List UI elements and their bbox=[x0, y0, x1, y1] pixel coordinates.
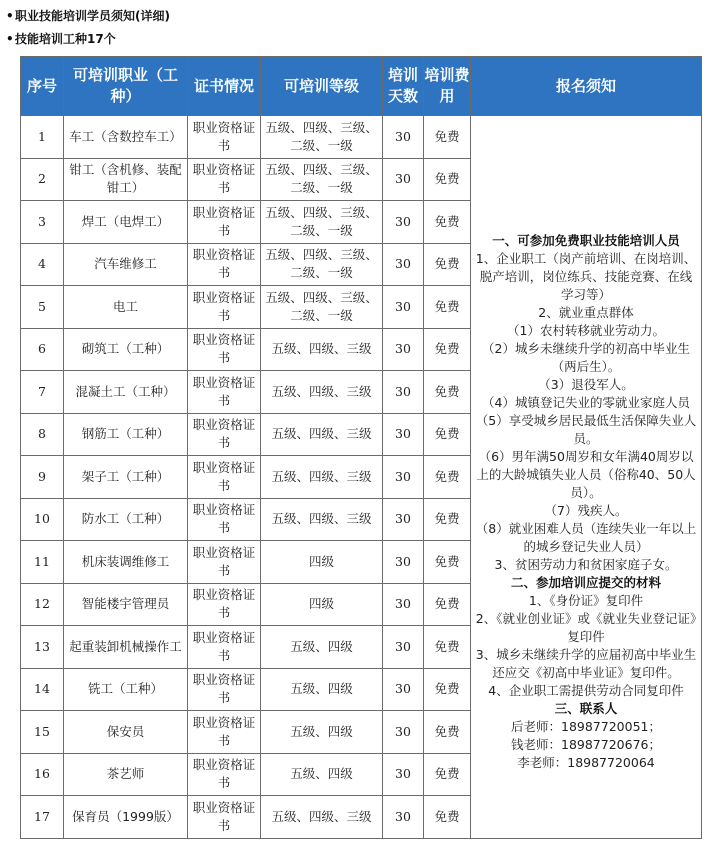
cell-line: 砌筑工 bbox=[81, 341, 120, 357]
cell-line: 五级、四级 bbox=[290, 638, 353, 654]
cell-certificate bbox=[188, 626, 261, 669]
cell-line: 证书 bbox=[217, 204, 256, 238]
cell-occupation bbox=[64, 753, 188, 796]
cell-no: 7 bbox=[21, 371, 64, 414]
cell-level bbox=[261, 116, 383, 159]
cell-level bbox=[261, 796, 383, 839]
cell-occupation bbox=[64, 371, 188, 414]
cell-line: 职业资格 bbox=[192, 629, 243, 645]
cell-level bbox=[261, 286, 383, 329]
cell-level bbox=[261, 583, 383, 626]
notes-section-title: 三、联系人 bbox=[554, 700, 618, 716]
cell-line: 职业资格 bbox=[192, 119, 243, 135]
cell-line: 五级、四级、三级 bbox=[265, 204, 366, 220]
cell-fee: 免费 bbox=[424, 201, 471, 244]
cell-line: 证书 bbox=[217, 459, 256, 493]
cell-no: 3 bbox=[21, 201, 64, 244]
cell-fee: 免费 bbox=[424, 583, 471, 626]
table-row bbox=[21, 116, 702, 159]
cell-certificate bbox=[188, 498, 261, 541]
header-certificate: 证书情况 bbox=[188, 57, 261, 116]
cell-line: 证书 bbox=[217, 629, 256, 663]
cell-line: 职业资格 bbox=[192, 757, 243, 773]
cell-certificate bbox=[188, 243, 261, 286]
cell-fee: 免费 bbox=[424, 328, 471, 371]
cell-line: 、二级、一级 bbox=[290, 204, 378, 238]
cell-occupation bbox=[64, 626, 188, 669]
cell-level bbox=[261, 201, 383, 244]
notes-line: （8）就业困难人员（连续失业一年以上的城乡登记失业人员） bbox=[475, 520, 697, 554]
cell-line: 五级、四级、三级 bbox=[265, 119, 366, 135]
cell-line: 汽车维修工 bbox=[94, 256, 157, 272]
cell-line: 证书 bbox=[217, 332, 256, 366]
notes-line: 4、企业职工需提供劳动合同复印件 bbox=[488, 682, 684, 698]
notes-line: 3、城乡未继续升学的应届初高中毕业生还应交《初高中毕业证》复印件。 bbox=[475, 646, 697, 680]
notes-line: 李老师：18987720064 bbox=[517, 754, 655, 770]
notes-line: 2、《就业创业证》或《就业失业登记证》复印件 bbox=[475, 610, 697, 644]
cell-no: 17 bbox=[21, 796, 64, 839]
cell-no: 9 bbox=[21, 456, 64, 499]
cell-line: 五级、四级 bbox=[290, 766, 353, 782]
notes-line: 钱老师：18987720676； bbox=[511, 736, 661, 752]
cell-certificate bbox=[188, 371, 261, 414]
cell-level bbox=[261, 371, 383, 414]
cell-fee: 免费 bbox=[424, 413, 471, 456]
cell-line: 职业资格 bbox=[192, 587, 243, 603]
cell-occupation bbox=[64, 456, 188, 499]
cell-no: 5 bbox=[21, 286, 64, 329]
bullet-icon: • bbox=[6, 32, 14, 46]
cell-line: 证书 bbox=[217, 417, 256, 451]
bullet-icon: • bbox=[6, 9, 14, 23]
cell-no: 8 bbox=[21, 413, 64, 456]
cell-line: 证书 bbox=[217, 672, 256, 706]
cell-no: 11 bbox=[21, 541, 64, 584]
cell-line: 证书 bbox=[217, 714, 256, 748]
cell-line: （工种） bbox=[113, 681, 164, 697]
cell-days: 30 bbox=[383, 541, 424, 584]
cell-line: 证书 bbox=[217, 587, 256, 621]
cell-line: 职业资格 bbox=[192, 459, 243, 475]
cell-fee: 免费 bbox=[424, 243, 471, 286]
cell-line: 机床装调维修工 bbox=[81, 553, 170, 569]
cell-line: 职业资格 bbox=[192, 544, 243, 560]
heading-job-count bbox=[6, 30, 116, 47]
cell-line: 五级、四级 bbox=[290, 723, 353, 739]
cell-fee: 免费 bbox=[424, 541, 471, 584]
cell-line: 证书 bbox=[217, 162, 256, 196]
cell-certificate bbox=[188, 328, 261, 371]
cell-occupation bbox=[64, 158, 188, 201]
cell-line: 职业资格 bbox=[192, 289, 243, 305]
cell-certificate bbox=[188, 541, 261, 584]
cell-line: 焊工 bbox=[81, 213, 107, 229]
cell-certificate bbox=[188, 456, 261, 499]
cell-fee: 免费 bbox=[424, 796, 471, 839]
header-fee: 培训费用 bbox=[424, 57, 471, 116]
cell-line: 五级、四级、三级 bbox=[271, 341, 372, 357]
cell-line: 工） bbox=[156, 128, 182, 144]
notes-line: 3、贫困劳动力和贫困家庭子女。 bbox=[494, 556, 678, 572]
cell-line: 证书 bbox=[217, 247, 256, 281]
cell-line: 四级 bbox=[308, 553, 334, 569]
cell-certificate bbox=[188, 286, 261, 329]
cell-line: 证书 bbox=[217, 374, 256, 408]
cell-days: 30 bbox=[383, 286, 424, 329]
cell-days: 30 bbox=[383, 328, 424, 371]
cell-line: 五级、四级、三级 bbox=[271, 808, 372, 824]
notes-line: （2）城乡未继续升学的初高中毕业生（两后生）。 bbox=[482, 340, 690, 374]
cell-no: 12 bbox=[21, 583, 64, 626]
cell-line: 、二级、一级 bbox=[290, 119, 378, 153]
cell-fee: 免费 bbox=[424, 286, 471, 329]
cell-fee: 免费 bbox=[424, 626, 471, 669]
cell-line: 职业资格 bbox=[192, 502, 243, 518]
notes-line: 1、企业职工（岗产前培训、在岗培训、脱产培训，岗位练兵、技能竞赛、在线学习等） bbox=[475, 250, 697, 302]
cell-certificate bbox=[188, 753, 261, 796]
notes-line: 后老师：18987720051； bbox=[511, 718, 661, 734]
training-table bbox=[20, 56, 702, 839]
cell-level bbox=[261, 498, 383, 541]
cell-occupation bbox=[64, 796, 188, 839]
cell-certificate bbox=[188, 796, 261, 839]
cell-line: 五级、四级、三级 bbox=[265, 162, 366, 178]
notes-line: （7）残疾人。 bbox=[544, 502, 628, 518]
heading-training-notice-text: 职业技能培训学员须知(详细) bbox=[15, 9, 170, 23]
notes-section-title: 二、参加培训应提交的材料 bbox=[510, 574, 661, 590]
cell-level bbox=[261, 328, 383, 371]
cell-fee: 免费 bbox=[424, 116, 471, 159]
cell-line: （电焊工） bbox=[106, 213, 170, 229]
cell-line: （工种） bbox=[119, 468, 170, 484]
cell-no: 16 bbox=[21, 753, 64, 796]
header-no: 序号 bbox=[21, 57, 64, 116]
cell-line: 保安员 bbox=[106, 723, 145, 739]
cell-occupation bbox=[64, 711, 188, 754]
cell-line: （工种） bbox=[119, 341, 170, 357]
cell-line: 钳工（含机修、 bbox=[69, 162, 157, 178]
cell-line: 职业资格 bbox=[192, 672, 243, 688]
cell-line: 钢筋工 bbox=[81, 426, 120, 442]
cell-line: 保育员 bbox=[72, 808, 110, 824]
cell-line: 职业资格 bbox=[192, 247, 243, 263]
cell-level bbox=[261, 711, 383, 754]
cell-certificate bbox=[188, 668, 261, 711]
cell-line: 电工 bbox=[112, 298, 138, 314]
cell-fee: 免费 bbox=[424, 456, 471, 499]
cell-line: 铣工 bbox=[87, 681, 113, 697]
cell-certificate bbox=[188, 158, 261, 201]
cell-occupation bbox=[64, 498, 188, 541]
table-header bbox=[21, 57, 702, 116]
cell-days: 30 bbox=[383, 116, 424, 159]
cell-certificate bbox=[188, 116, 261, 159]
cell-line: 证书 bbox=[217, 544, 256, 578]
cell-line: 证书 bbox=[217, 799, 256, 833]
heading-job-count-text: 技能培训工种17个 bbox=[15, 32, 116, 46]
cell-days: 30 bbox=[383, 243, 424, 286]
cell-line: 操作工 bbox=[144, 638, 182, 654]
cell-days: 30 bbox=[383, 456, 424, 499]
cell-days: 30 bbox=[383, 498, 424, 541]
cell-fee: 免费 bbox=[424, 668, 471, 711]
cell-line: 五级、四级、三级 bbox=[271, 468, 372, 484]
cell-occupation bbox=[64, 583, 188, 626]
cell-days: 30 bbox=[383, 583, 424, 626]
cell-level bbox=[261, 753, 383, 796]
cell-level bbox=[261, 668, 383, 711]
cell-line: 防水工 bbox=[81, 511, 120, 527]
cell-fee: 免费 bbox=[424, 158, 471, 201]
cell-line: 四级 bbox=[308, 596, 334, 612]
cell-occupation bbox=[64, 243, 188, 286]
cell-line: 职业资格 bbox=[192, 714, 243, 730]
cell-line: 证书 bbox=[217, 502, 256, 536]
cell-line: （工种） bbox=[119, 426, 170, 442]
header-days: 培训天数 bbox=[383, 57, 424, 116]
cell-line: 证书 bbox=[217, 757, 256, 791]
cell-occupation bbox=[64, 541, 188, 584]
cell-days: 30 bbox=[383, 413, 424, 456]
cell-no: 1 bbox=[21, 116, 64, 159]
cell-line: 证书 bbox=[217, 119, 256, 153]
notes-line: （4）城镇登记失业的零就业家庭人员 bbox=[482, 394, 690, 410]
cell-days: 30 bbox=[383, 158, 424, 201]
cell-line: （工种） bbox=[119, 511, 170, 527]
cell-line: 五级、四级 bbox=[290, 681, 353, 697]
cell-line: 茶艺师 bbox=[106, 766, 145, 782]
cell-no: 14 bbox=[21, 668, 64, 711]
cell-line: （1999版） bbox=[109, 808, 179, 824]
cell-line: 、二级、一级 bbox=[290, 247, 378, 281]
cell-line: 职业资格 bbox=[192, 799, 243, 815]
header-level: 可培训等级 bbox=[261, 57, 383, 116]
cell-certificate bbox=[188, 413, 261, 456]
cell-line: （工种） bbox=[125, 383, 176, 399]
cell-level bbox=[261, 243, 383, 286]
cell-no: 6 bbox=[21, 328, 64, 371]
notes-line: （5）享受城乡居民最低生活保障失业人员。 bbox=[475, 412, 697, 446]
cell-line: 智能楼宇管理员 bbox=[81, 596, 170, 612]
cell-certificate bbox=[188, 711, 261, 754]
cell-line: 五级、四级、三级 bbox=[265, 289, 366, 305]
cell-line: 五级、四级、三级 bbox=[271, 383, 372, 399]
cell-days: 30 bbox=[383, 796, 424, 839]
cell-line: 职业资格 bbox=[192, 162, 243, 178]
cell-fee: 免费 bbox=[424, 711, 471, 754]
cell-no: 4 bbox=[21, 243, 64, 286]
cell-fee: 免费 bbox=[424, 371, 471, 414]
cell-line: 职业资格 bbox=[192, 204, 243, 220]
header-occupation: 可培训职业（工种） bbox=[64, 57, 188, 116]
cell-occupation bbox=[64, 286, 188, 329]
cell-certificate bbox=[188, 201, 261, 244]
cell-fee: 免费 bbox=[424, 753, 471, 796]
cell-line: 证书 bbox=[217, 289, 256, 323]
cell-line: 、二级、一级 bbox=[290, 162, 378, 196]
cell-line: 、二级、一级 bbox=[290, 289, 378, 323]
cell-line: 职业资格 bbox=[192, 332, 243, 348]
cell-occupation bbox=[64, 413, 188, 456]
cell-line: 架子工 bbox=[81, 468, 120, 484]
cell-no: 15 bbox=[21, 711, 64, 754]
cell-line: 装配钳工） bbox=[106, 162, 182, 196]
cell-line: 车工（含数控车 bbox=[69, 128, 157, 144]
cell-line: 五级、四级、三级 bbox=[271, 426, 372, 442]
notes-line: 2、就业重点群体 bbox=[538, 304, 634, 320]
cell-days: 30 bbox=[383, 711, 424, 754]
notes-section-title: 一、可参加免费职业技能培训人员 bbox=[492, 232, 680, 248]
cell-days: 30 bbox=[383, 626, 424, 669]
cell-certificate bbox=[188, 583, 261, 626]
cell-no: 13 bbox=[21, 626, 64, 669]
cell-occupation bbox=[64, 201, 188, 244]
cell-line: 五级、四级、三级 bbox=[271, 511, 372, 527]
cell-occupation bbox=[64, 116, 188, 159]
cell-line: 职业资格 bbox=[192, 417, 243, 433]
heading-training-notice bbox=[6, 7, 170, 24]
notes-line: （6）男年满50周岁和女年满40周岁以上的大龄城镇失业人员（俗称40、50人员）。 bbox=[476, 448, 696, 500]
cell-level bbox=[261, 456, 383, 499]
cell-days: 30 bbox=[383, 753, 424, 796]
cell-no: 10 bbox=[21, 498, 64, 541]
cell-level bbox=[261, 413, 383, 456]
notes-line: 1、《身份证》复印件 bbox=[528, 592, 644, 608]
cell-line: 五级、四级、三级 bbox=[265, 247, 366, 263]
table-body bbox=[21, 116, 702, 839]
cell-days: 30 bbox=[383, 668, 424, 711]
cell-line: 混凝土工 bbox=[75, 383, 126, 399]
cell-level bbox=[261, 626, 383, 669]
cell-level bbox=[261, 158, 383, 201]
header-registration-notes: 报名须知 bbox=[471, 57, 702, 116]
cell-line: 起重装卸机械 bbox=[69, 638, 145, 654]
cell-occupation bbox=[64, 668, 188, 711]
cell-line: 职业资格 bbox=[192, 374, 243, 390]
cell-days: 30 bbox=[383, 371, 424, 414]
cell-days: 30 bbox=[383, 201, 424, 244]
notes-line: （3）退役军人。 bbox=[538, 376, 634, 392]
cell-fee: 免费 bbox=[424, 498, 471, 541]
notes-line: （1）农村转移就业劳动力。 bbox=[507, 322, 665, 338]
cell-occupation bbox=[64, 328, 188, 371]
cell-no: 2 bbox=[21, 158, 64, 201]
registration-notes bbox=[471, 116, 702, 839]
cell-level bbox=[261, 541, 383, 584]
